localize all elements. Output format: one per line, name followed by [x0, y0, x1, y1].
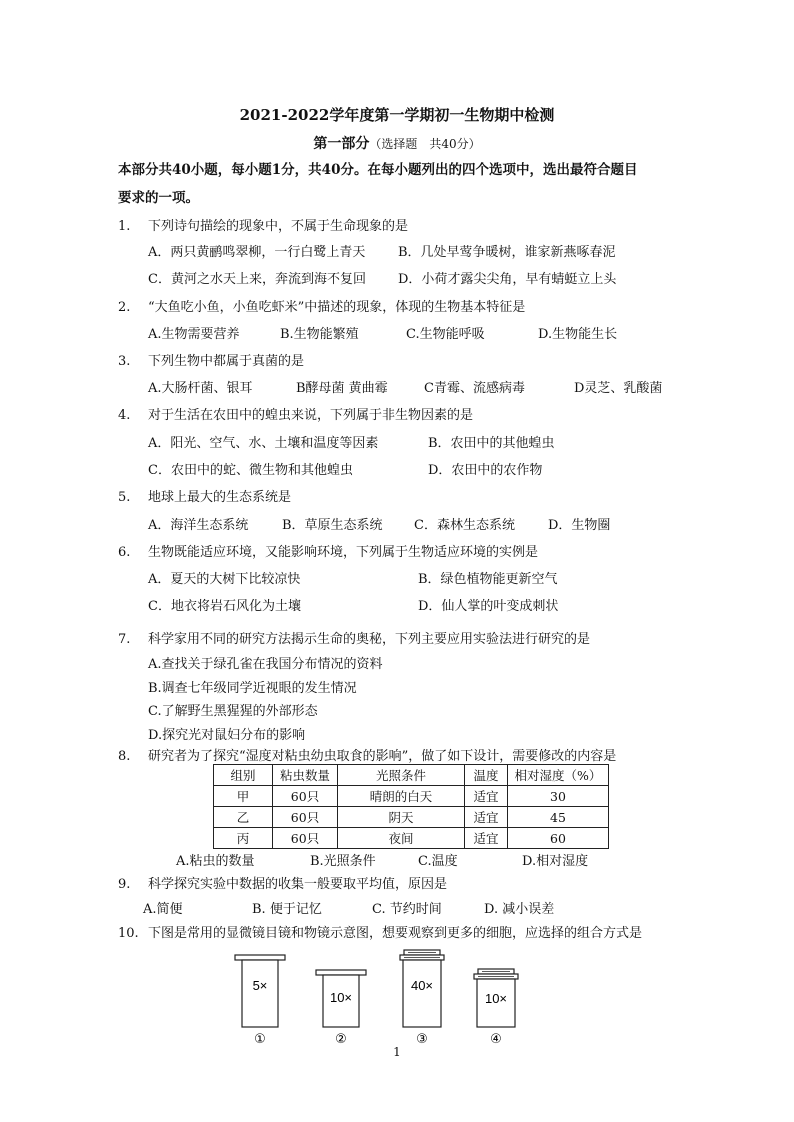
question-text: 科学探究实验中数据的收集一般要取平均值，原因是 — [148, 877, 448, 892]
question-text: 地球上最大的生态系统是 — [148, 490, 292, 505]
table-cell: 丙 — [214, 828, 273, 849]
question-stem — [118, 296, 525, 315]
question-text: 生物既能适应环境，又能影响环境，下列属于生物适应环境的实例是 — [148, 545, 539, 560]
table-header-cell: 组别 — [214, 765, 273, 786]
table-cell: 甲 — [214, 786, 273, 807]
question-stem — [118, 215, 408, 234]
option-c: C. 节约时间 — [372, 902, 442, 917]
option-b: B.光照条件 — [310, 854, 376, 869]
question-stem — [118, 350, 304, 369]
question-text: 下图是常用的显微镜目镜和物镜示意图，想要观察到更多的细胞，应选择的组合方式是 — [148, 926, 643, 941]
question-number: 7. — [118, 632, 131, 647]
table-row — [214, 828, 609, 849]
table-cell: 60 — [508, 828, 609, 849]
option-d: D．农田中的农作物 — [428, 463, 543, 478]
option-d: D灵芝、乳酸菌 — [574, 381, 663, 396]
question-number: 6. — [118, 545, 131, 560]
table-cell: 适宜 — [465, 828, 508, 849]
option-c: C．农田中的蛇、微生物和其他蝗虫 — [148, 463, 353, 478]
question-number: 5. — [118, 490, 131, 505]
lens-magnification: 10× — [484, 991, 508, 1006]
table-cell: 60只 — [273, 828, 338, 849]
option-b: B.生物能繁殖 — [280, 327, 359, 342]
part-name: 第一部分 — [313, 136, 370, 152]
question-stem — [118, 404, 473, 423]
option-a: A.简便 — [143, 902, 183, 917]
part-note: （选择题 共40分） — [369, 137, 481, 151]
instructions-line-1: 本部分共40小题，每小题1分，共40分。在每小题列出的四个选项中，选出最符合题目 — [118, 162, 638, 178]
option-d: D.探究光对鼠妇分布的影响 — [148, 728, 306, 743]
table-cell: 乙 — [214, 807, 273, 828]
microscope-lens-figure — [220, 945, 540, 1050]
option-c: C．森林生态系统 — [414, 518, 515, 533]
question-number: 8. — [118, 749, 131, 764]
eyepiece-lens-2 — [316, 970, 366, 1047]
question-stem — [118, 922, 642, 941]
table-cell: 适宜 — [465, 807, 508, 828]
option-c: C.生物能呼吸 — [406, 327, 485, 342]
lens-label: ② — [335, 1032, 347, 1047]
question-stem — [118, 628, 590, 647]
option-d: D．仙人掌的叶变成刺状 — [418, 599, 559, 614]
question-number: 3. — [118, 354, 131, 369]
option-d: D．小荷才露尖尖角，早有蜻蜓立上头 — [398, 272, 617, 287]
lens-label: ① — [254, 1032, 266, 1047]
lens-magnification: 10× — [329, 990, 353, 1005]
question-text: “大鱼吃小鱼，小鱼吃虾米”中描述的现象，体现的生物基本特征是 — [148, 300, 526, 315]
question-number: 10. — [118, 926, 139, 941]
table-cell: 夜间 — [338, 828, 465, 849]
option-c: C.了解野生黑猩猩的外部形态 — [148, 704, 318, 719]
option-a: A．海洋生态系统 — [148, 518, 249, 533]
question-number: 2. — [118, 300, 131, 315]
table-header-cell: 相对湿度（%） — [508, 765, 609, 786]
option-b: B．农田中的其他蝗虫 — [428, 436, 555, 451]
option-c: C青霉、流感病毒 — [424, 381, 525, 396]
table-cell: 晴朗的白天 — [338, 786, 465, 807]
option-a: A.粘虫的数量 — [176, 854, 255, 869]
table-cell: 60只 — [273, 786, 338, 807]
option-b: B．几处早莺争暖树，谁家新燕啄春泥 — [398, 245, 616, 260]
eyepiece-lens-1 — [235, 955, 285, 1047]
option-b: B.调查七年级同学近视眼的发生情况 — [148, 681, 357, 696]
option-d: D．生物圈 — [548, 518, 611, 533]
option-a: A.大肠杆菌、银耳 — [148, 381, 253, 396]
option-c: C.温度 — [418, 854, 458, 869]
question-text: 下列生物中都属于真菌的是 — [148, 354, 305, 369]
question-number: 9. — [118, 877, 131, 892]
part-heading — [0, 133, 794, 153]
question-stem — [118, 873, 447, 892]
option-b: B. 便于记忆 — [252, 902, 322, 917]
option-b: B酵母菌 黄曲霉 — [296, 381, 388, 396]
table-cell: 45 — [508, 807, 609, 828]
table-row — [214, 807, 609, 828]
question-stem — [118, 486, 291, 505]
option-d: D.相对湿度 — [522, 854, 589, 869]
table-cell: 阴天 — [338, 807, 465, 828]
question-text: 对于生活在农田中的蝗虫来说，下列属于非生物因素的是 — [148, 408, 474, 423]
option-b: B．绿色植物能更新空气 — [418, 572, 558, 587]
table-header-cell: 温度 — [465, 765, 508, 786]
option-b: B．草原生态系统 — [282, 518, 383, 533]
lens-magnification: 5× — [252, 978, 268, 993]
table-row — [214, 786, 609, 807]
table-cell: 60只 — [273, 807, 338, 828]
exam-title: 2021-2022学年度第一学期初一生物期中检测 — [239, 106, 555, 124]
experiment-table — [213, 764, 609, 849]
question-number: 1. — [118, 219, 131, 234]
question-stem — [118, 745, 616, 764]
page-number: 1 — [393, 1045, 401, 1059]
question-number: 4. — [118, 408, 131, 423]
table-header-cell: 粘虫数量 — [273, 765, 338, 786]
lens-label: ③ — [416, 1032, 428, 1047]
lens-label: ④ — [490, 1032, 502, 1047]
option-a: A.生物需要营养 — [148, 327, 240, 342]
question-text: 下列诗句描绘的现象中，不属于生命现象的是 — [148, 219, 409, 234]
option-a: A．两只黄鹂鸣翠柳，一行白鹭上青天 — [148, 245, 366, 260]
option-a: A.查找关于绿孔雀在我国分布情况的资料 — [148, 657, 383, 672]
table-cell: 适宜 — [465, 786, 508, 807]
option-d: D. 减小误差 — [484, 902, 555, 917]
table-header-cell: 光照条件 — [338, 765, 465, 786]
option-a: A．夏天的大树下比较凉快 — [148, 572, 301, 587]
objective-lens-3 — [400, 950, 444, 1047]
question-stem — [118, 541, 538, 560]
option-a: A．阳光、空气、水、土壤和温度等因素 — [148, 436, 379, 451]
question-text: 研究者为了探究“湿度对粘虫幼虫取食的影响”，做了如下设计，需要修改的内容是 — [148, 749, 617, 764]
option-c: C．黄河之水天上来，奔流到海不复回 — [148, 272, 366, 287]
option-c: C．地衣将岩石风化为土壤 — [148, 599, 301, 614]
table-header-row — [214, 765, 609, 786]
lens-magnification: 40× — [410, 978, 434, 993]
objective-lens-4 — [474, 969, 518, 1047]
table-cell: 30 — [508, 786, 609, 807]
option-d: D.生物能生长 — [538, 327, 618, 342]
question-text: 科学家用不同的研究方法揭示生命的奥秘，下列主要应用实验法进行研究的是 — [148, 632, 591, 647]
instructions-line-2: 要求的一项。 — [118, 190, 199, 206]
